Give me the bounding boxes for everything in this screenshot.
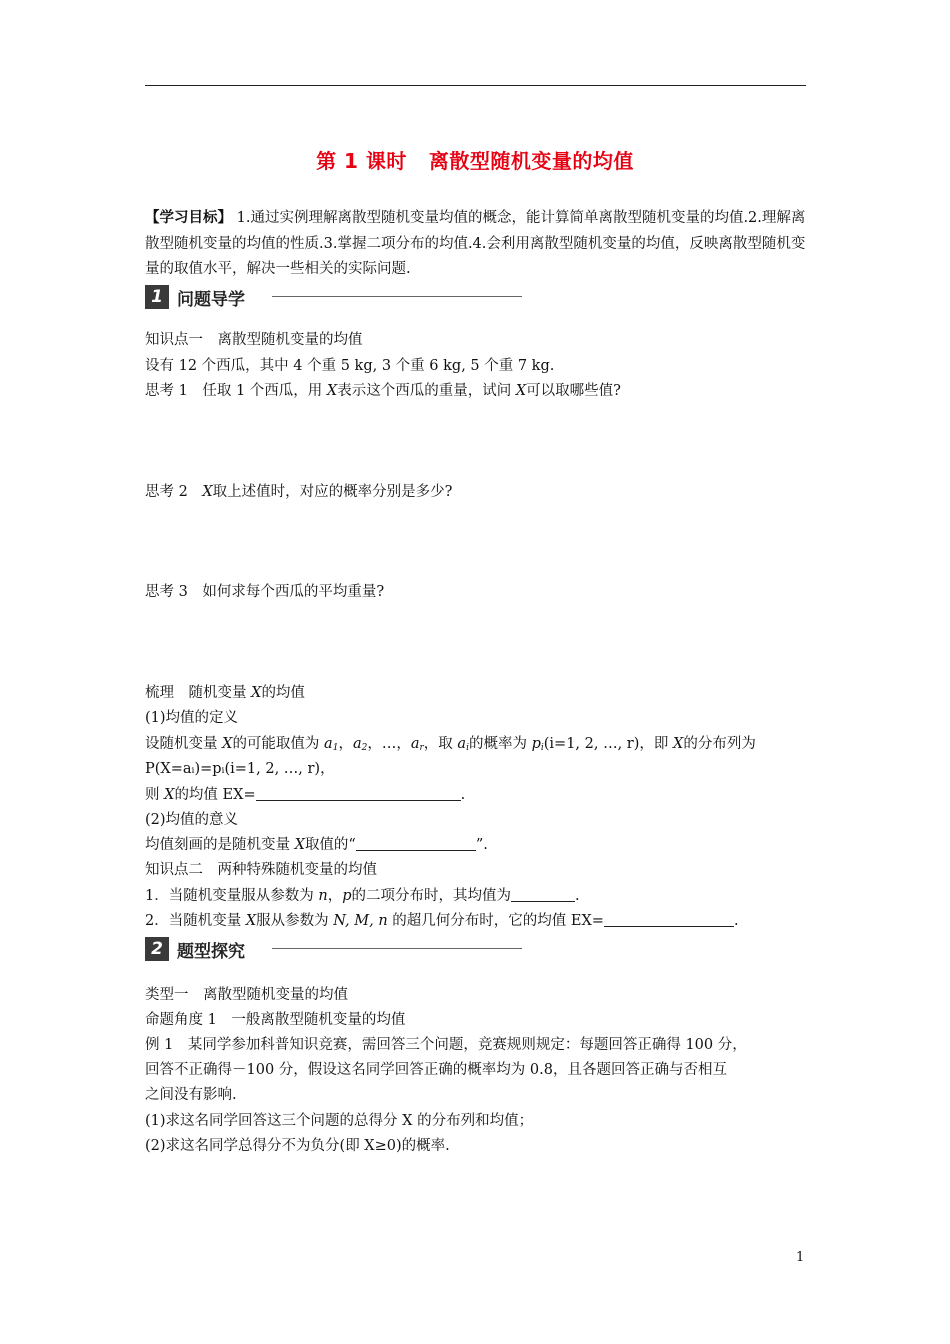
section-header-1 [145, 284, 245, 310]
type-1-title: 类型一 离散型随机变量的均值 [145, 987, 348, 1003]
question-1: (1)求这名同学回答这三个问题的总得分 X 的分布列和均值； [145, 1113, 534, 1129]
kp1-intro: 设有 12 个西瓜，其中 4 个重 5 kg, 3 个重 6 kg, 5 个重 7 kg. [145, 358, 555, 374]
learning-objectives [145, 205, 809, 283]
think-2: 思考 2 X取上述值时，对应的概率分别是多少? [145, 484, 453, 500]
answer-blank[interactable] [256, 786, 461, 801]
answer-blank[interactable] [604, 912, 734, 927]
header-rule [145, 85, 806, 86]
example-1-line-2: 回答不正确得－100 分，假设这名同学回答正确的概率均为 0.8，且各题回答正确与否相互 [145, 1062, 727, 1078]
example-1-line-1: 例 1 某同学参加科普知识竞赛，需回答三个问题，竞赛规则规定：每题回答正确得 100 分， [145, 1037, 747, 1053]
section-title: 问题导学 [177, 289, 245, 310]
section-divider [272, 296, 522, 297]
def-line-2: P(X=aᵢ)=pᵢ(i=1, 2, …, r)， [145, 761, 335, 777]
angle-1-title: 命题角度 1 一般离散型随机变量的均值 [145, 1012, 406, 1028]
meaning-line: 均值刻画的是随机变量 X取值的“ ”. [145, 837, 488, 853]
kp2-item-1: 1．当随机变量服从参数为 n，p的二项分布时，其均值为 . [145, 888, 580, 904]
section-divider [272, 948, 522, 949]
section-number-badge: 2 [145, 937, 169, 961]
think-1: 思考 1 任取 1 个西瓜，用 X表示这个西瓜的重量，试问 X可以取哪些值? [145, 383, 621, 399]
answer-blank[interactable] [356, 836, 476, 851]
lesson-name: 离散型随机变量的均值 [428, 149, 634, 173]
question-2: (2)求这名同学总得分不为负分(即 X≥0)的概率. [145, 1138, 450, 1154]
answer-blank[interactable] [511, 887, 575, 902]
objectives-label: 【学习目标】 [145, 209, 232, 226]
summary-title: 梳理 随机变量 X的均值 [145, 685, 305, 701]
knowledge-point-2-title: 知识点二 两种特殊随机变量的均值 [145, 862, 377, 878]
def-line-3: 则 X的均值 EX= . [145, 787, 466, 803]
kp2-item-2: 2．当随机变量 X服从参数为 N, M, n 的超几何分布时，它的均值 EX= . [145, 913, 739, 929]
section-number-badge: 1 [145, 285, 169, 309]
objectives-text: 1.通过实例理解离散型随机变量均值的概念，能计算简单离散型随机变量的均值.2.理解离散型随机变量的均值的性质.3.掌握二项分布的均值.4.会利用离散型随机变量的均值，反映离散型随机变量的取值水平，解决一些相关的实际问题. [145, 210, 806, 277]
page-number: 1 [796, 1250, 805, 1265]
def-title: (1)均值的定义 [145, 710, 239, 726]
section-header-2 [145, 936, 245, 962]
page-title [0, 145, 950, 174]
lesson-number: 第 1 课时 [316, 149, 407, 173]
section-title: 题型探究 [177, 941, 245, 962]
example-1-line-3: 之间没有影响. [145, 1087, 237, 1103]
think-3: 思考 3 如何求每个西瓜的平均重量? [145, 584, 385, 600]
meaning-title: (2)均值的意义 [145, 812, 239, 828]
knowledge-point-1-title: 知识点一 离散型随机变量的均值 [145, 332, 363, 348]
def-line-1: 设随机变量 X的可能取值为 $a_1$，$a_2$，…，$a_r$，取 $a_i$的概率为 $p_i(i=1$, 2, …, r)，即 X的分布列为 [145, 736, 756, 753]
